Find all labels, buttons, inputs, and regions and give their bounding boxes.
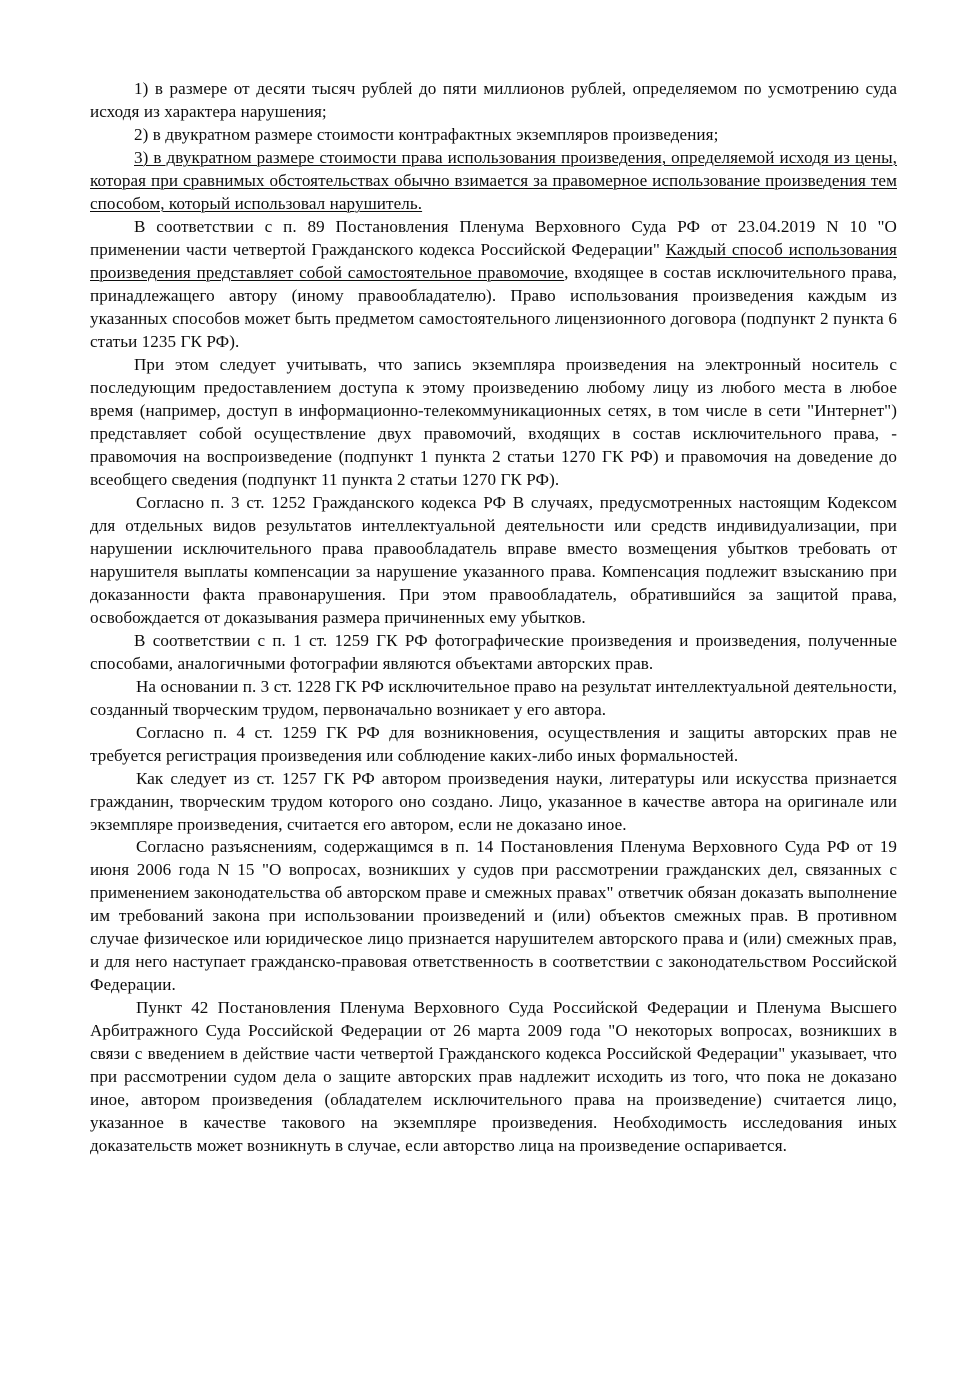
plenum-89-intro: В соответствии с п. 89 Постановления Пленума Верховного Суда РФ от 23.04.2019 N 10 "О применении части четвертой Гражданского кодекса Российской Федерации" — [90, 216, 897, 259]
plenum-89-tail: , входящее в состав исключительного права, принадлежащего автору (иному правообладателю). Право использования произведения каждым из указанных способов может быть предметом самостоятельного лицензионного договора (подпункт 2 пункта 6 статьи 1235 ГК РФ). — [90, 262, 898, 351]
paragraph-item-1: 1) в размере от десяти тысяч рублей до пяти миллионов рублей, определяемом по усмотрению суда исходя из характера нарушения; — [90, 79, 897, 121]
paragraph-article-1259-4: Согласно п. 4 ст. 1259 ГК РФ для возникновения, осуществления и защиты авторских прав не требуется регистрация произведения или соблюдение каких-либо иных формальностей. — [90, 722, 897, 765]
paragraph-plenum-89 — [90, 216, 897, 354]
paragraph-plenum-42-2009: Пункт 42 Постановления Пленума Верховного Суда Российской Федерации и Пленума Высшего Арбитражного Суда Российской Федерации от 26 марта 2009 года "О некоторых вопросах, возникших в связи с введением в действие части четвертой Гражданского кодекса Российской Федерации" указывает, что при рассмотрении судом дела о защите авторских прав надлежит исходить из того, что пока не доказано иное, автором произведения (обладателем исключительного права на произведение) считается лицо, указанное в качестве такового на экземпляре произведения. Необходимость исследования иных доказательств может возникнуть в случае, если авторство лица на произведение оспаривается. — [90, 998, 897, 1156]
paragraph-item-2: 2) в двукратном размере стоимости контрафактных экземпляров произведения; — [134, 124, 719, 144]
paragraph-article-1259-1: В соответствии с п. 1 ст. 1259 ГК РФ фотографические произведения и произведения, полученные способами, аналогичными фотографии являются объектами авторских прав. — [90, 630, 897, 673]
plenum-89-underlined-quote: Каждый способ использования произведения представляет собой самостоятельное правомочие — [90, 239, 897, 282]
document-body — [90, 78, 897, 1158]
paragraph-article-1228: На основании п. 3 ст. 1228 ГК РФ исключительное право на результат интеллектуальной деятельности, созданный творческим трудом, первоначально возникает у его автора. — [90, 676, 897, 719]
paragraph-electronic-carrier: При этом следует учитывать, что запись экземпляра произведения на электронный носитель с последующим предоставлением доступа к этому произведению любому лицу из любого места в любое время (например, доступ в информационно-телекоммуникационных сетях, в том числе в сети "Интернет") представляет собой осуществление двух правомочий, входящих в состав исключительного права, - правомочия на воспроизведение (подпункт 1 пункта 2 статьи 1270 ГК РФ) и правомочия на доведение до всеобщего сведения (подпункт 11 пункта 2 статьи 1270 ГК РФ). — [90, 354, 897, 489]
paragraph-item-3-underlined: 3) в двукратном размере стоимости права использования произведения, определяемой исходя из цены, которая при сравнимых обстоятельствах обычно взимается за правомерное использование произведения тем способом, который использовал нарушитель. — [90, 147, 897, 213]
paragraph-article-1252: Согласно п. 3 ст. 1252 Гражданского кодекса РФ В случаях, предусмотренных настоящим Кодексом для отдельных видов результатов интеллектуальной деятельности или средств индивидуализации, при нарушении исключительного права правообладатель вправе вместо возмещения убытков требовать от нарушителя выплаты компенсации за нарушение указанного права. Компенсация подлежит взысканию при доказанности факта правонарушения. При этом правообладатель, обратившийся за защитой права, освобождается от доказывания размера причиненных ему убытков. — [90, 492, 897, 627]
paragraph-article-1257: Как следует из ст. 1257 ГК РФ автором произведения науки, литературы или искусства признается гражданин, творческим трудом которого оно создано. Лицо, указанное в качестве автора на оригинале или экземпляре произведения, считается его автором, если не доказано иное. — [90, 768, 897, 834]
paragraph-plenum-15-2006: Согласно разъяснениям, содержащимся в п. 14 Постановления Пленума Верховного Суда РФ от 19 июня 2006 года N 15 "О вопросах, возникших у судов при рассмотрении гражданских дел, связанных с применением законодательства об авторском праве и смежных правах" ответчик обязан доказать выполнение им требований закона при использовании произведений и (или) объектов смежных прав. В противном случае физическое или юридическое лицо признается нарушителем авторского права и (или) смежных прав, и для него наступает гражданско-правовая ответственность в соответствии с законодательством Российской Федерации. — [90, 837, 897, 995]
